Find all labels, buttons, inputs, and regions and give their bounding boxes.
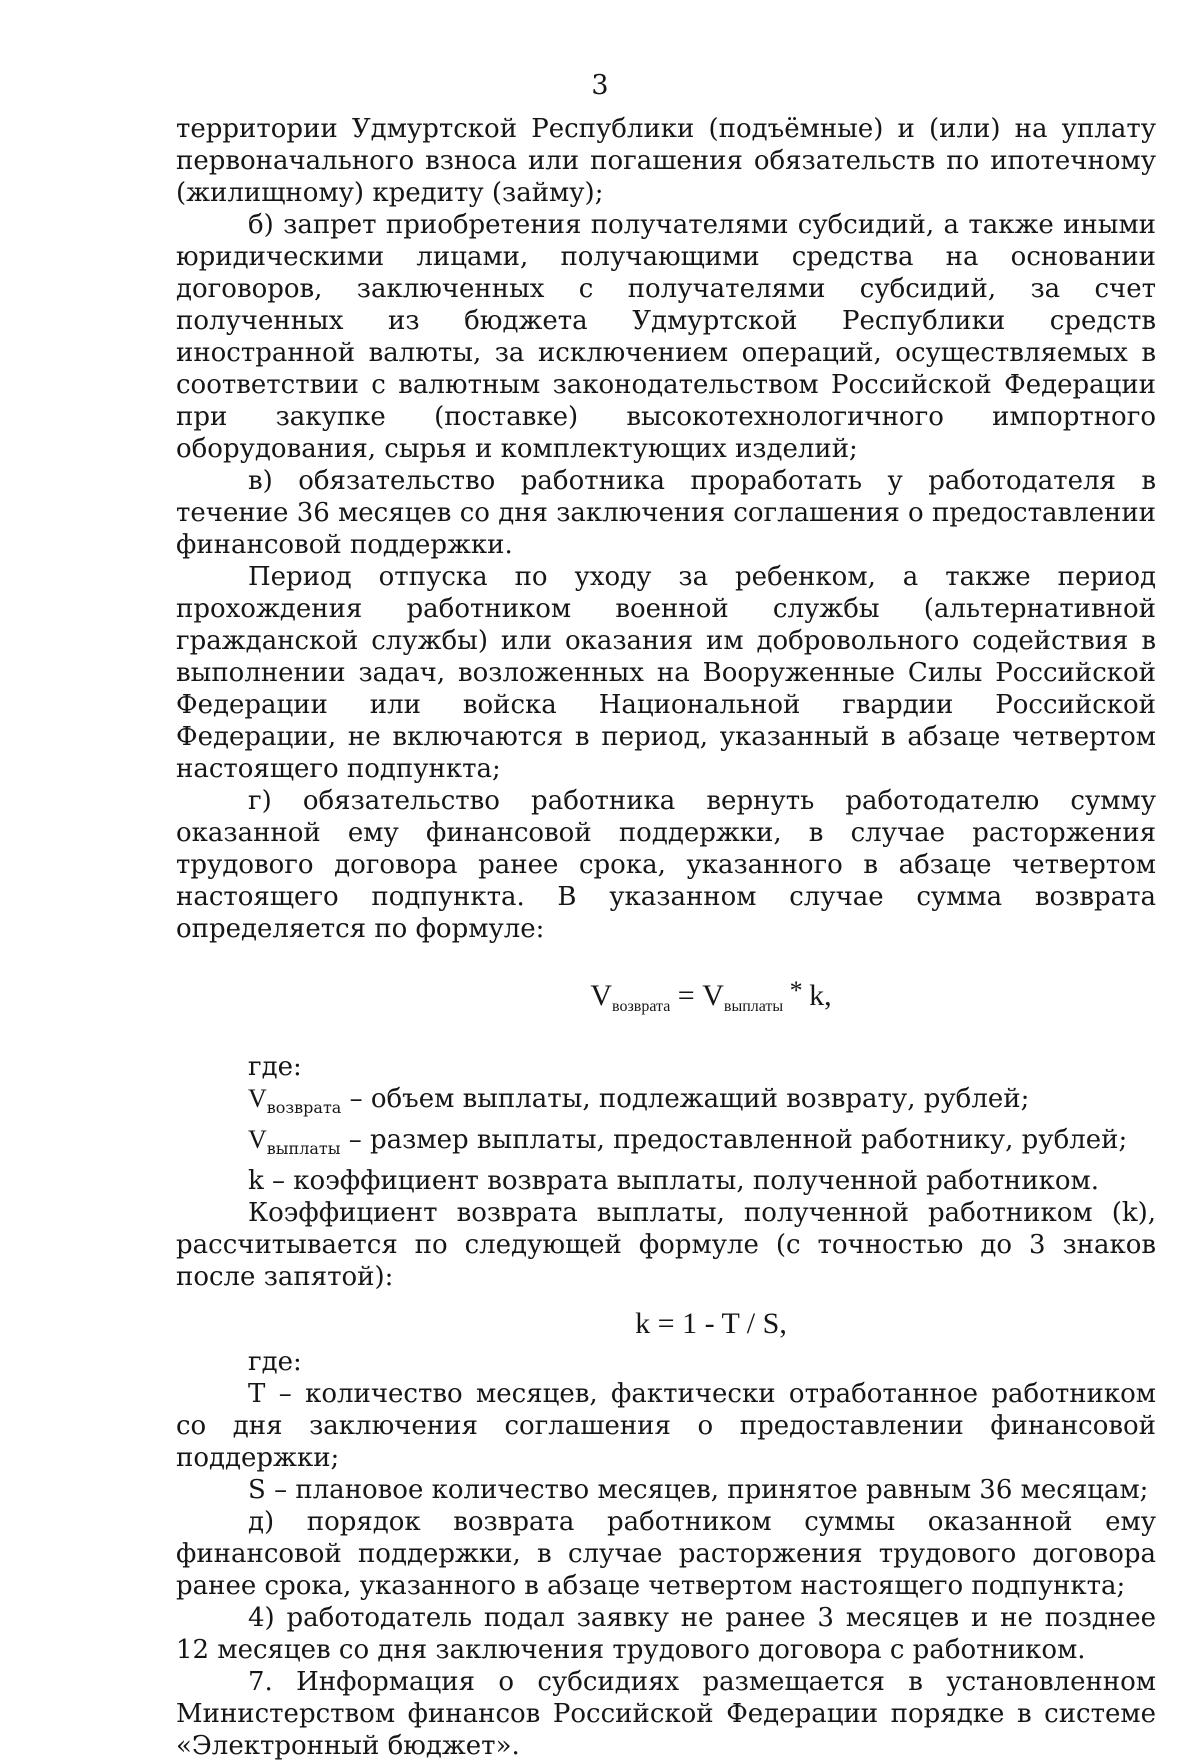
formula-coefficient: k, — [809, 979, 832, 1012]
definition-symbol: V — [248, 1084, 267, 1113]
definition-subscript: выплаты — [266, 1139, 341, 1158]
definition-k: k – коэффициент возврата выплаты, полученной работником. — [248, 1166, 1100, 1196]
definition-v-payment — [176, 1124, 1156, 1165]
definition-s: S – плановое количество месяцев, принятое равным 36 месяцам; — [248, 1475, 1149, 1505]
paragraph-d: д) порядок возврата работником суммы оказанной ему финансовой поддержки, в случае расторжения трудового договора ранее срока, указанного в абзаце четвертом настоящего подпункта; — [176, 1507, 1156, 1601]
paragraph-v: в) обязательство работника проработать у работодателя в течение 36 месяцев со дня заключения соглашения о предоставлении финансовой поддержки. — [176, 466, 1156, 560]
paragraph-leave-period: Период отпуска по уходу за ребенком, а также период прохождения работником военной службы (альтернативной гражданской службы) или оказания им добровольного содействия в выполнении задач, возложенных на Вооруженные Силы Российской Федерации или войска Национальной гвардии Российской Федерации, не включаются в период, указанный в абзаце четвертом настоящего подпункта; — [176, 562, 1156, 784]
formula-rhs-subscript: выплаты — [723, 998, 784, 1015]
paragraph-continuation: территории Удмуртской Республики (подъёмные) и (или) на уплату первоначального взноса или погашения обязательств по ипотечному (жилищному) кредиту (займу); — [176, 114, 1156, 208]
definition-symbol: V — [248, 1125, 267, 1154]
paragraph-4: 4) работодатель подал заявку не ранее 3 месяцев и не позднее 12 месяцев со дня заключения трудового договора с работником. — [176, 1603, 1156, 1665]
definition-v-return — [176, 1083, 1156, 1124]
formula-rhs-symbol: V — [702, 979, 724, 1012]
paragraph-g: г) обязательство работника вернуть работодателю сумму оказанной ему финансовой поддержки, в случае расторжения трудового договора ранее срока, указанного в абзаце четвертом настоящего подпункта. В указанном случае сумма возврата определяется по формуле: — [176, 786, 1156, 944]
where-label-1: где: — [248, 1052, 302, 1082]
document-body — [176, 113, 1156, 1762]
paragraph-coefficient: Коэффициент возврата выплаты, полученной работником (k), рассчитывается по следующей формуле (с точностью до 3 знаков после запятой): — [176, 1198, 1156, 1292]
definition-text: – объем выплаты, подлежащий возврату, рублей; — [341, 1084, 1030, 1114]
formula-lhs-subscript: возврата — [612, 998, 671, 1015]
formula-equals: = — [670, 979, 703, 1012]
paragraph-b: б) запрет приобретения получателями субсидий, а также иными юридическими лицами, получающими средства на основании договоров, заключенных с получателями субсидий, за счет полученных из бюджета Удмуртской Республики средств иностранной валюты, за исключением операций, осуществляемых в соответствии с валютным законодательством Российской Федерации при закупке (поставке) высокотехнологичного импортного оборудования, сырья и комплектующих изделий; — [176, 210, 1156, 464]
coefficient-formula: k = 1 - T / S, — [635, 1307, 787, 1340]
formula-lhs-symbol: V — [590, 979, 612, 1012]
formula-multiply: * — [783, 976, 810, 1005]
definition-t: T – количество месяцев, фактически отработанное работником со дня заключения соглашения о предоставлении финансовой поддержки; — [176, 1379, 1156, 1473]
paragraph-7: 7. Информация о субсидиях размещается в установленном Министерством финансов Российской Федерации порядке в системе «Электронный бюджет». — [176, 1667, 1156, 1761]
definition-subscript: возврата — [266, 1098, 342, 1117]
where-label-2: где: — [248, 1347, 302, 1377]
return-formula — [176, 975, 1156, 1023]
definition-text: – размер выплаты, предоставленной работнику, рублей; — [340, 1125, 1128, 1155]
page-number: 3 — [591, 70, 609, 101]
